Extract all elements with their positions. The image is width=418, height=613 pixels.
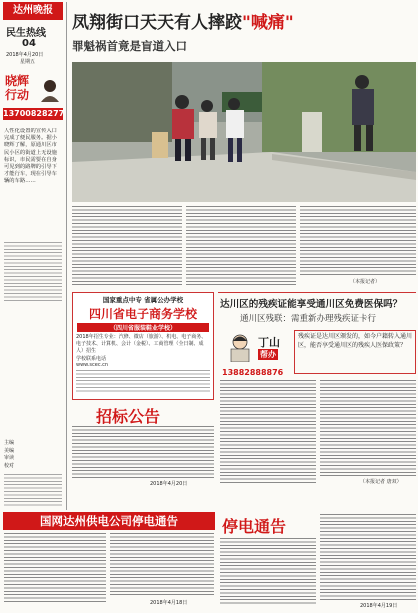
staff-line: 美编 [4,447,15,454]
outage-title: 国网达州供电公司停电通告 [40,514,178,528]
disability-text-col1 [220,380,316,484]
school-ad-sub: （四川省服装鞋业学校） [77,323,209,332]
disability-title: 达川区的残疾证能享受通川区免费医保吗？ [220,299,403,310]
main-photo [72,62,416,202]
disability-subtitle: 通川区残联：需重新办理残疾证卡行 [240,314,377,324]
hotline-phone: 13700828277 [3,109,65,118]
column-illustration [222,332,258,362]
headline-main: 凤翔街口天天有人摔跤 [72,13,242,33]
school-ad-tag: 国家重点中专 省属公办学校 [102,296,184,304]
headline-quote: "喊痛" [242,13,294,33]
outage2-title: 停电通告 [222,517,287,536]
staff-line: 主编 [4,440,15,446]
sidebar-text-lower [4,242,62,302]
staff-line: 校对 [4,462,15,469]
main-article-text-col1 [72,206,182,286]
disability-top-rule [218,292,416,293]
school-ad-name: 四川省电子商务学校 [88,307,197,321]
column-tag: 帮办 [260,350,276,359]
outage-text-col1 [4,533,106,603]
section-name: 民生热线 [6,28,46,39]
hotline-title: 晓辉行动 [5,74,30,102]
hotline-avatar [39,78,61,102]
column-phone: 13882888876 [222,368,284,377]
issue-date: 2018年4月20日 [6,52,44,58]
issue-weekday: 星期五 [20,59,36,65]
outage2-text-col2 [320,514,416,600]
main-article-byline: （本报记者） [350,279,381,285]
disability-text-col2 [320,380,416,476]
sidebar-contact-lines [4,474,62,506]
bidding-date: 2018年4月20日 [150,481,188,487]
headline [72,8,294,33]
main-article-text-col3 [300,206,416,276]
staff-list [4,440,62,470]
column-name [258,334,280,350]
school-ad-body: 2018年招生专业：汽修、微店（旅游）、机电、电子商务、电子技术、计算机、会计（金税）、工商管理（全日制、成人）招生 [76,334,207,354]
column-separator [66,2,67,510]
outage-header [3,512,215,530]
bidding-title: 招标公告 [96,407,161,426]
hotline-box [3,72,63,122]
disability-byline: （本报记者 唐双） [360,479,402,485]
school-ad-details [76,370,210,392]
subheadline: 罪魁祸首竟是盲道入口 [72,39,187,53]
disability-box [294,330,416,374]
school-ad [72,292,214,400]
bidding-text [72,426,214,478]
staff-line: 审读 [4,455,15,461]
masthead-logo [3,2,63,20]
disability-box-text: 残疾证是达川区颁发的，如今户籍转入通川区，能否享受通川区的残疾人医保政策？ [298,333,413,349]
outage2-date: 2018年4月19日 [360,603,398,609]
outage-date: 2018年4月18日 [150,600,188,606]
column-name-text: 丁山 [258,336,280,349]
school-ad-url: www.scec.cn [76,362,109,368]
outage2-text-col1 [220,538,316,604]
school-ad-contact: 学校联系电话 [76,356,107,362]
sidebar-intro: 人性化设置的宣传入口完成了便民服务。据小晓辉了解，原通川区市民小区的街道上无设施标识，市民需要在自身可见到的路牌的引导下才能行车，现在引导车辆的车路…… [4,128,57,185]
outage-text-col2 [110,533,214,597]
logo-text: 达州晚报 [13,5,53,16]
main-article-text-col2 [186,206,296,286]
page-number: 04 [22,38,36,49]
